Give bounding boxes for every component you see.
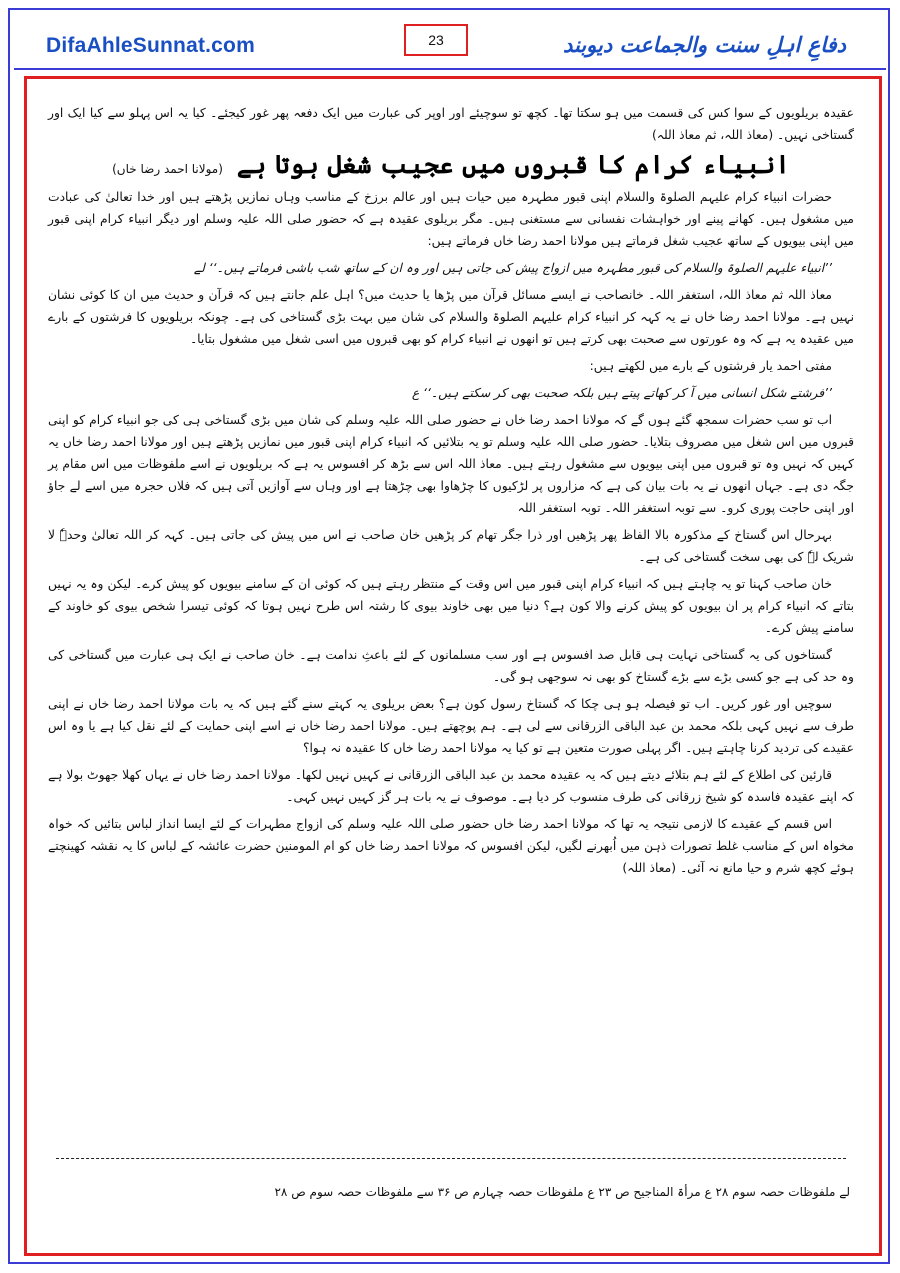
book-title: دفاعِ اہلِ سنت والجماعت دیوبند bbox=[562, 32, 846, 57]
paragraph: معاذ اللہ ثم معاذ اللہ، استغفر اللہ۔ خانصاحب نے ایسے مسائل قرآن میں پڑھا یا حدیث میں؟ اہل علم جانتے ہیں کہ قرآن و حدیث میں ان کا کوئی نشان نہیں ہے۔ مولانا احمد رضا خاں نے یہ کہہ کر انبیاء کرام علیہم الصلوۃ والسلام کی شان میں بہت بڑی گستاخی کی ہے۔ چونکہ بریلویوں کا فرشتوں کے بارے میں عقیدہ یہ ہے کہ وہ عورتوں سے صحبت بھی کرتے ہیں تو انھوں نے انبیاء کرام کو بھی قبروں میں اسی شغل میں مشغول بتایا۔ bbox=[48, 288, 854, 346]
paragraph: اس قسم کے عقیدے کا لازمی نتیجہ یہ تھا کہ مولانا احمد رضا خاں حضور صلی اللہ علیہ وسلم کی ازواج مطہرات کے لئے ایسا انداز لباس بتائیں کہ خواہ مخواہ اس کے مناسب غلط تصورات ذہن میں اُبھرنے لگیں، لیکن افسوس کہ مولانا احمد رضا خاں کو ام المومنین حضرت عائشہ کے لباس کا یہ نقشہ کھینچتے ہوئے کچھ شرم و حیا مانع نہ آئی۔ (معاذ اللہ) bbox=[48, 817, 854, 875]
paragraph: قارئین کی اطلاع کے لئے ہم بتلائے دیتے ہیں کہ یہ عقیدہ محمد بن عبد الباقی الزرقانی نے کہیں نہیں لکھا۔ مولانا احمد رضا خاں نے یہاں کھلا جھوٹ بولا ہے کہ اپنے عقیدہ فاسدہ کو شیخ زرقانی کی طرف منسوب کر دیا ہے۔ موصوف نے یہ بات ہر گز کہیں نہیں کہی۔ bbox=[48, 768, 854, 804]
page-number: 23 bbox=[404, 24, 468, 56]
footnotes: لے ملفوظات حصہ سوم ۲۸ ع مرأۃ المناجیح ص ۲۳ ع ملفوظات حصہ چہارم ص ۳۶ سے ملفوظات حصہ سوم ص ۲۸ bbox=[274, 1185, 850, 1199]
footnote-divider bbox=[56, 1158, 846, 1159]
paragraph: حضرات انبیاء کرام علیہم الصلوۃ والسلام اپنی قبور مطہرہ میں حیات ہیں اور عالم برزخ کے مناسب وہاں نمازیں پڑھتے ہیں اور خدا تعالیٰ کی عبادت میں مشغول ہیں۔ کھانے پینے اور خواہشات نفسانی سے مستغنی ہیں۔ مگر بریلوی عقیدہ ہے کہ حضور صلی اللہ علیہ وسلم اور دیگر انبیاء کرام اپنی قبور میں اپنی بیویوں کے ساتھ عجیب شغل فرماتے ہیں مولانا احمد رضا خاں فرماتے ہیں: bbox=[48, 190, 854, 248]
heading-title: انبیاء کرام کا قبروں میں عجیب شغل ہوتا ہے bbox=[236, 150, 790, 179]
quotation: ’’فرشتے شکل انسانی میں آ کر کھاتے پیتے ہیں بلکہ صحبت بھی کر سکتے ہیں۔‘‘ ع bbox=[411, 386, 832, 400]
site-name[interactable]: DifaAhleSunnat.com bbox=[46, 34, 255, 57]
article-body bbox=[48, 102, 854, 884]
paragraph: اب تو سب حضرات سمجھ گئے ہوں گے کہ مولانا احمد رضا خاں نے حضور صلی اللہ علیہ وسلم کی شان میں بڑی گستاخی ہی کی جو انبیاء کرام کو اپنی قبروں میں اس شغل میں مصروف بتلایا۔ حضور صلی اللہ علیہ وسلم تو یہ بتلائیں کہ انبیاء کرام اپنی قبور میں نمازیں پڑھتے ہیں اور مولانا احمد رضا خاں یہ کہیں کہ نہیں وہ تو قبروں میں اپنی بیویوں سے مشغول رہتے ہیں۔ معاذ اللہ اس سے بڑھ کر افسوس یہ ہے کہ بریلویوں نے اسے ملفوظات میں اس مقام پر جگہ دی ہے۔ جہاں انھوں نے یہ بات بیان کی ہے کہ مزاروں پر لڑکیوں کا چڑھاوا بھی چڑھتا ہے اور وہاں سے آوازیں آتی ہیں کہ فلاں حجرہ میں اسے لے جاؤ اور اپنی حاجت پوری کرو۔ سے توبہ استغفر اللہ۔ توبہ استغفر اللہ bbox=[48, 413, 854, 515]
paragraph: بہرحال اس گستاخ کے مذکورہ بالا الفاظ پھر پڑھیں اور ذرا جگر تھام کر پڑھیں خان صاحب نے اس میں پیش کی جاتی ہیں۔ کہہ کر اللہ تعالیٰ وحدہٗ لا شریک لہٗ کی بھی سخت گستاخی کی ہے۔ bbox=[48, 528, 854, 564]
quotation: ’’انبیاء علیہم الصلوۃ والسلام کی قبور مطہرہ میں ازواج پیش کی جاتی ہیں اور وہ ان کے ساتھ شب باشی فرماتے ہیں۔‘‘ لے bbox=[193, 261, 832, 275]
section-heading bbox=[48, 150, 854, 180]
paragraph: سوچیں اور غور کریں۔ اب تو فیصلہ ہو ہی چکا کہ گستاخ رسول کون ہے؟ بعض بریلوی یہ کہتے سنے گئے ہیں کہ یہ بات مولانا احمد رضا خاں نے اپنی طرف سے نہیں کہی بلکہ محمد بن عبد الباقی الزرقانی سے لی ہے۔ ہم پوچھتے ہیں۔ مولانا احمد رضا خاں نے اسے اپنی حمایت کے لئے نقل کیا ہے یا وہ اس عقیدے کی تردید کرنا چاہتے ہیں۔ اگر پہلی صورت متعین ہے تو کیا یہ مولانا احمد رضا خاں کا عقیدہ نہ ہوا؟ bbox=[48, 697, 854, 755]
paragraph: خان صاحب کہنا تو یہ چاہتے ہیں کہ انبیاء کرام اپنی قبور میں اس وقت کے منتظر رہتے ہیں کہ کوئی ان کے سامنے بیویوں کو پیش کرے۔ لیکن وہ یہ نہیں بتاتے کہ انبیاء کرام پر ان بیویوں کو پیش کرنے والا کون ہے؟ دنیا میں بھی خاوند بیوی کا رشتہ اس طرح نہیں ہوتا کہ کوئی تیسرا شخص بیوی کو خاوند کے سامنے پیش کرے۔ bbox=[48, 577, 854, 635]
intro-paragraph: عقیدہ بریلویوں کے سوا کس کی قسمت میں ہو سکتا تھا۔ کچھ تو سوچیئے اور اوپر کی عبارت میں ایک دفعہ پھر غور کیجئے۔ کیا یہ اس پہلو سے کیا ایک اور گستاخی نہیں۔ (معاذ اللہ، ثم معاذ اللہ) bbox=[48, 106, 854, 142]
heading-attribution: (مولانا احمد رضا خاں) bbox=[112, 162, 223, 176]
paragraph: گستاخوں کی یہ گستاخی نہایت ہی قابل صد افسوس ہے اور سب مسلمانوں کے لئے باعثِ ندامت ہے۔ خان صاحب نے ایک ہی عبارت میں گستاخی کی وہ حد کی ہے جو کسی بڑے سے بڑے گستاخ کو بھی نہ سوجھی ہو گی۔ bbox=[48, 648, 854, 684]
paragraph: مفتی احمد یار فرشتوں کے بارے میں لکھتے ہیں: bbox=[589, 359, 832, 373]
